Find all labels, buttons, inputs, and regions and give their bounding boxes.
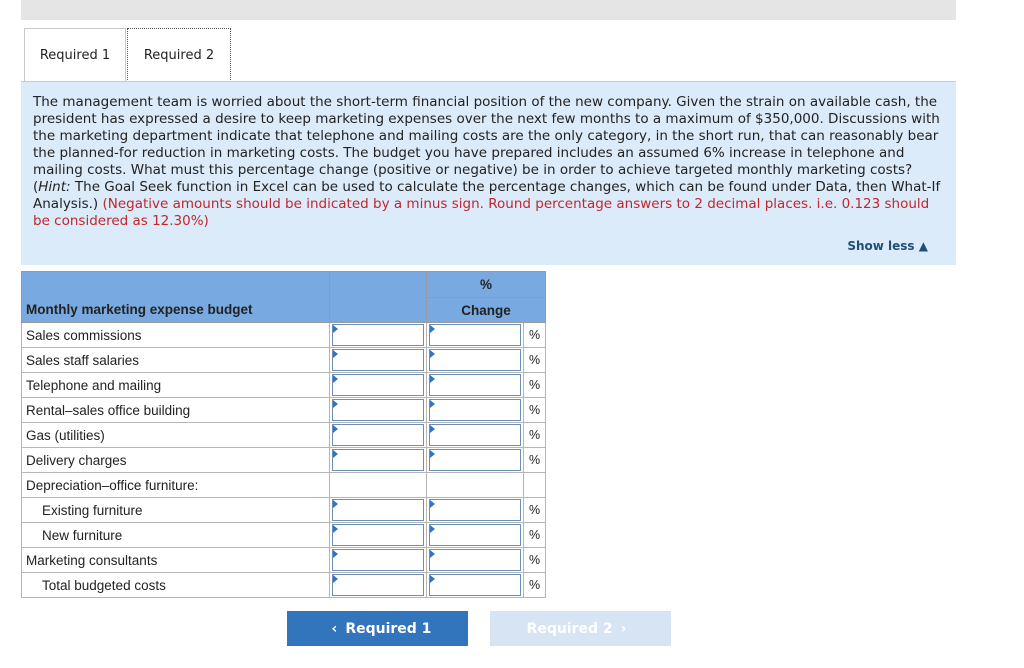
table-header-row [22,272,546,298]
top-bar [21,0,956,20]
amount-cell [330,323,427,348]
hint-label: Hint: [38,179,71,195]
chevron-right-icon: › [620,620,627,637]
show-less-link[interactable] [847,238,928,255]
amount-cell [330,348,427,373]
percent-unit: % [524,498,546,523]
table-row [22,448,546,473]
percent-input[interactable] [429,549,521,571]
percent-cell [427,523,524,548]
row-label: Telephone and mailing [22,373,330,398]
table-row [22,423,546,448]
amount-cell [330,473,427,498]
row-label: Sales commissions [22,323,330,348]
chevron-left-icon: ‹ [331,620,338,637]
amount-cell [330,523,427,548]
percent-unit: % [524,548,546,573]
percent-unit [524,473,546,498]
percent-cell [427,498,524,523]
percent-unit: % [524,323,546,348]
amount-input[interactable] [332,449,424,471]
show-less-label: Show less [847,239,915,253]
question-prompt [21,82,956,265]
percent-cell [427,348,524,373]
percent-unit: % [524,348,546,373]
percent-cell [427,448,524,473]
column-header-blank [330,272,427,323]
amount-input[interactable] [332,499,424,521]
row-label: Depreciation–office furniture: [22,473,330,498]
table-row [22,498,546,523]
amount-input[interactable] [332,524,424,546]
amount-input[interactable] [332,349,424,371]
percent-cell [427,323,524,348]
percent-input[interactable] [429,574,521,596]
percent-input[interactable] [429,374,521,396]
table-row [22,548,546,573]
row-label: Existing furniture [22,498,330,523]
row-label: Gas (utilities) [22,423,330,448]
column-header-label: Monthly marketing expense budget [22,272,330,323]
next-button-label: Required 2 [526,620,613,637]
table-row [22,348,546,373]
budget-table [21,271,546,598]
prev-button-label: Required 1 [345,620,432,637]
rounding-instructions: (Negative amounts should be indicated by a minus sign. Round percentage answers to 2 decimal places. i.e. 0.123 should be considered as 12.30%) [33,196,930,229]
row-label: Total budgeted costs [22,573,330,598]
amount-input[interactable] [332,324,424,346]
amount-input[interactable] [332,399,424,421]
percent-cell [427,573,524,598]
percent-unit: % [524,573,546,598]
percent-input[interactable] [429,399,521,421]
percent-input[interactable] [429,524,521,546]
table-row [22,373,546,398]
table-row [22,573,546,598]
table-row [22,523,546,548]
percent-input[interactable] [429,449,521,471]
triangle-up-icon: ▲ [918,239,928,253]
row-label: Delivery charges [22,448,330,473]
amount-cell [330,373,427,398]
column-header-change: Change [427,298,546,323]
next-required-button[interactable] [490,611,671,646]
percent-unit: % [524,423,546,448]
percent-cell [427,473,524,498]
percent-unit: % [524,373,546,398]
percent-cell [427,548,524,573]
row-label: Sales staff salaries [22,348,330,373]
amount-input[interactable] [332,374,424,396]
table-row [22,323,546,348]
column-header-percent: % [427,272,546,298]
percent-unit: % [524,523,546,548]
percent-unit: % [524,448,546,473]
row-label: Rental–sales office building [22,398,330,423]
amount-cell [330,498,427,523]
percent-cell [427,373,524,398]
percent-input[interactable] [429,324,521,346]
amount-cell [330,548,427,573]
percent-input[interactable] [429,499,521,521]
table-row [22,398,546,423]
percent-cell [427,423,524,448]
tab-required-1[interactable]: Required 1 [24,28,126,82]
table-row [22,473,546,498]
percent-input[interactable] [429,424,521,446]
percent-cell [427,398,524,423]
tab-required-2[interactable]: Required 2 [127,28,231,82]
amount-cell [330,398,427,423]
amount-cell [330,448,427,473]
prompt-text-a: The management team is worried about the short-term financial position of the new company. Given the strain on available cash, the president has expressed a desire to keep marketing expenses over the next few months to a maximum of $350,000. Discussions with the marketing department indicate that telephone and mailing costs are the only category, in the short run, that can reasonably bear the planned-for reduction in marketing costs. The budget you have prepared includes an assumed 6% increase in telephone and mailing costs. What must this percentage change (positive or negative) be in order to achieve targeted monthly marketing costs? ( [33,94,940,195]
amount-input[interactable] [332,574,424,596]
amount-cell [330,423,427,448]
amount-input[interactable] [332,424,424,446]
percent-unit: % [524,398,546,423]
amount-input[interactable] [332,549,424,571]
prompt-text-b: The Goal Seek function in Excel can be used to calculate the percentage changes, which can be found under Data, then What-If Analysis.) [33,179,941,212]
row-label: New furniture [22,523,330,548]
row-label: Marketing consultants [22,548,330,573]
prev-required-button[interactable] [287,611,468,646]
amount-cell [330,573,427,598]
percent-input[interactable] [429,349,521,371]
